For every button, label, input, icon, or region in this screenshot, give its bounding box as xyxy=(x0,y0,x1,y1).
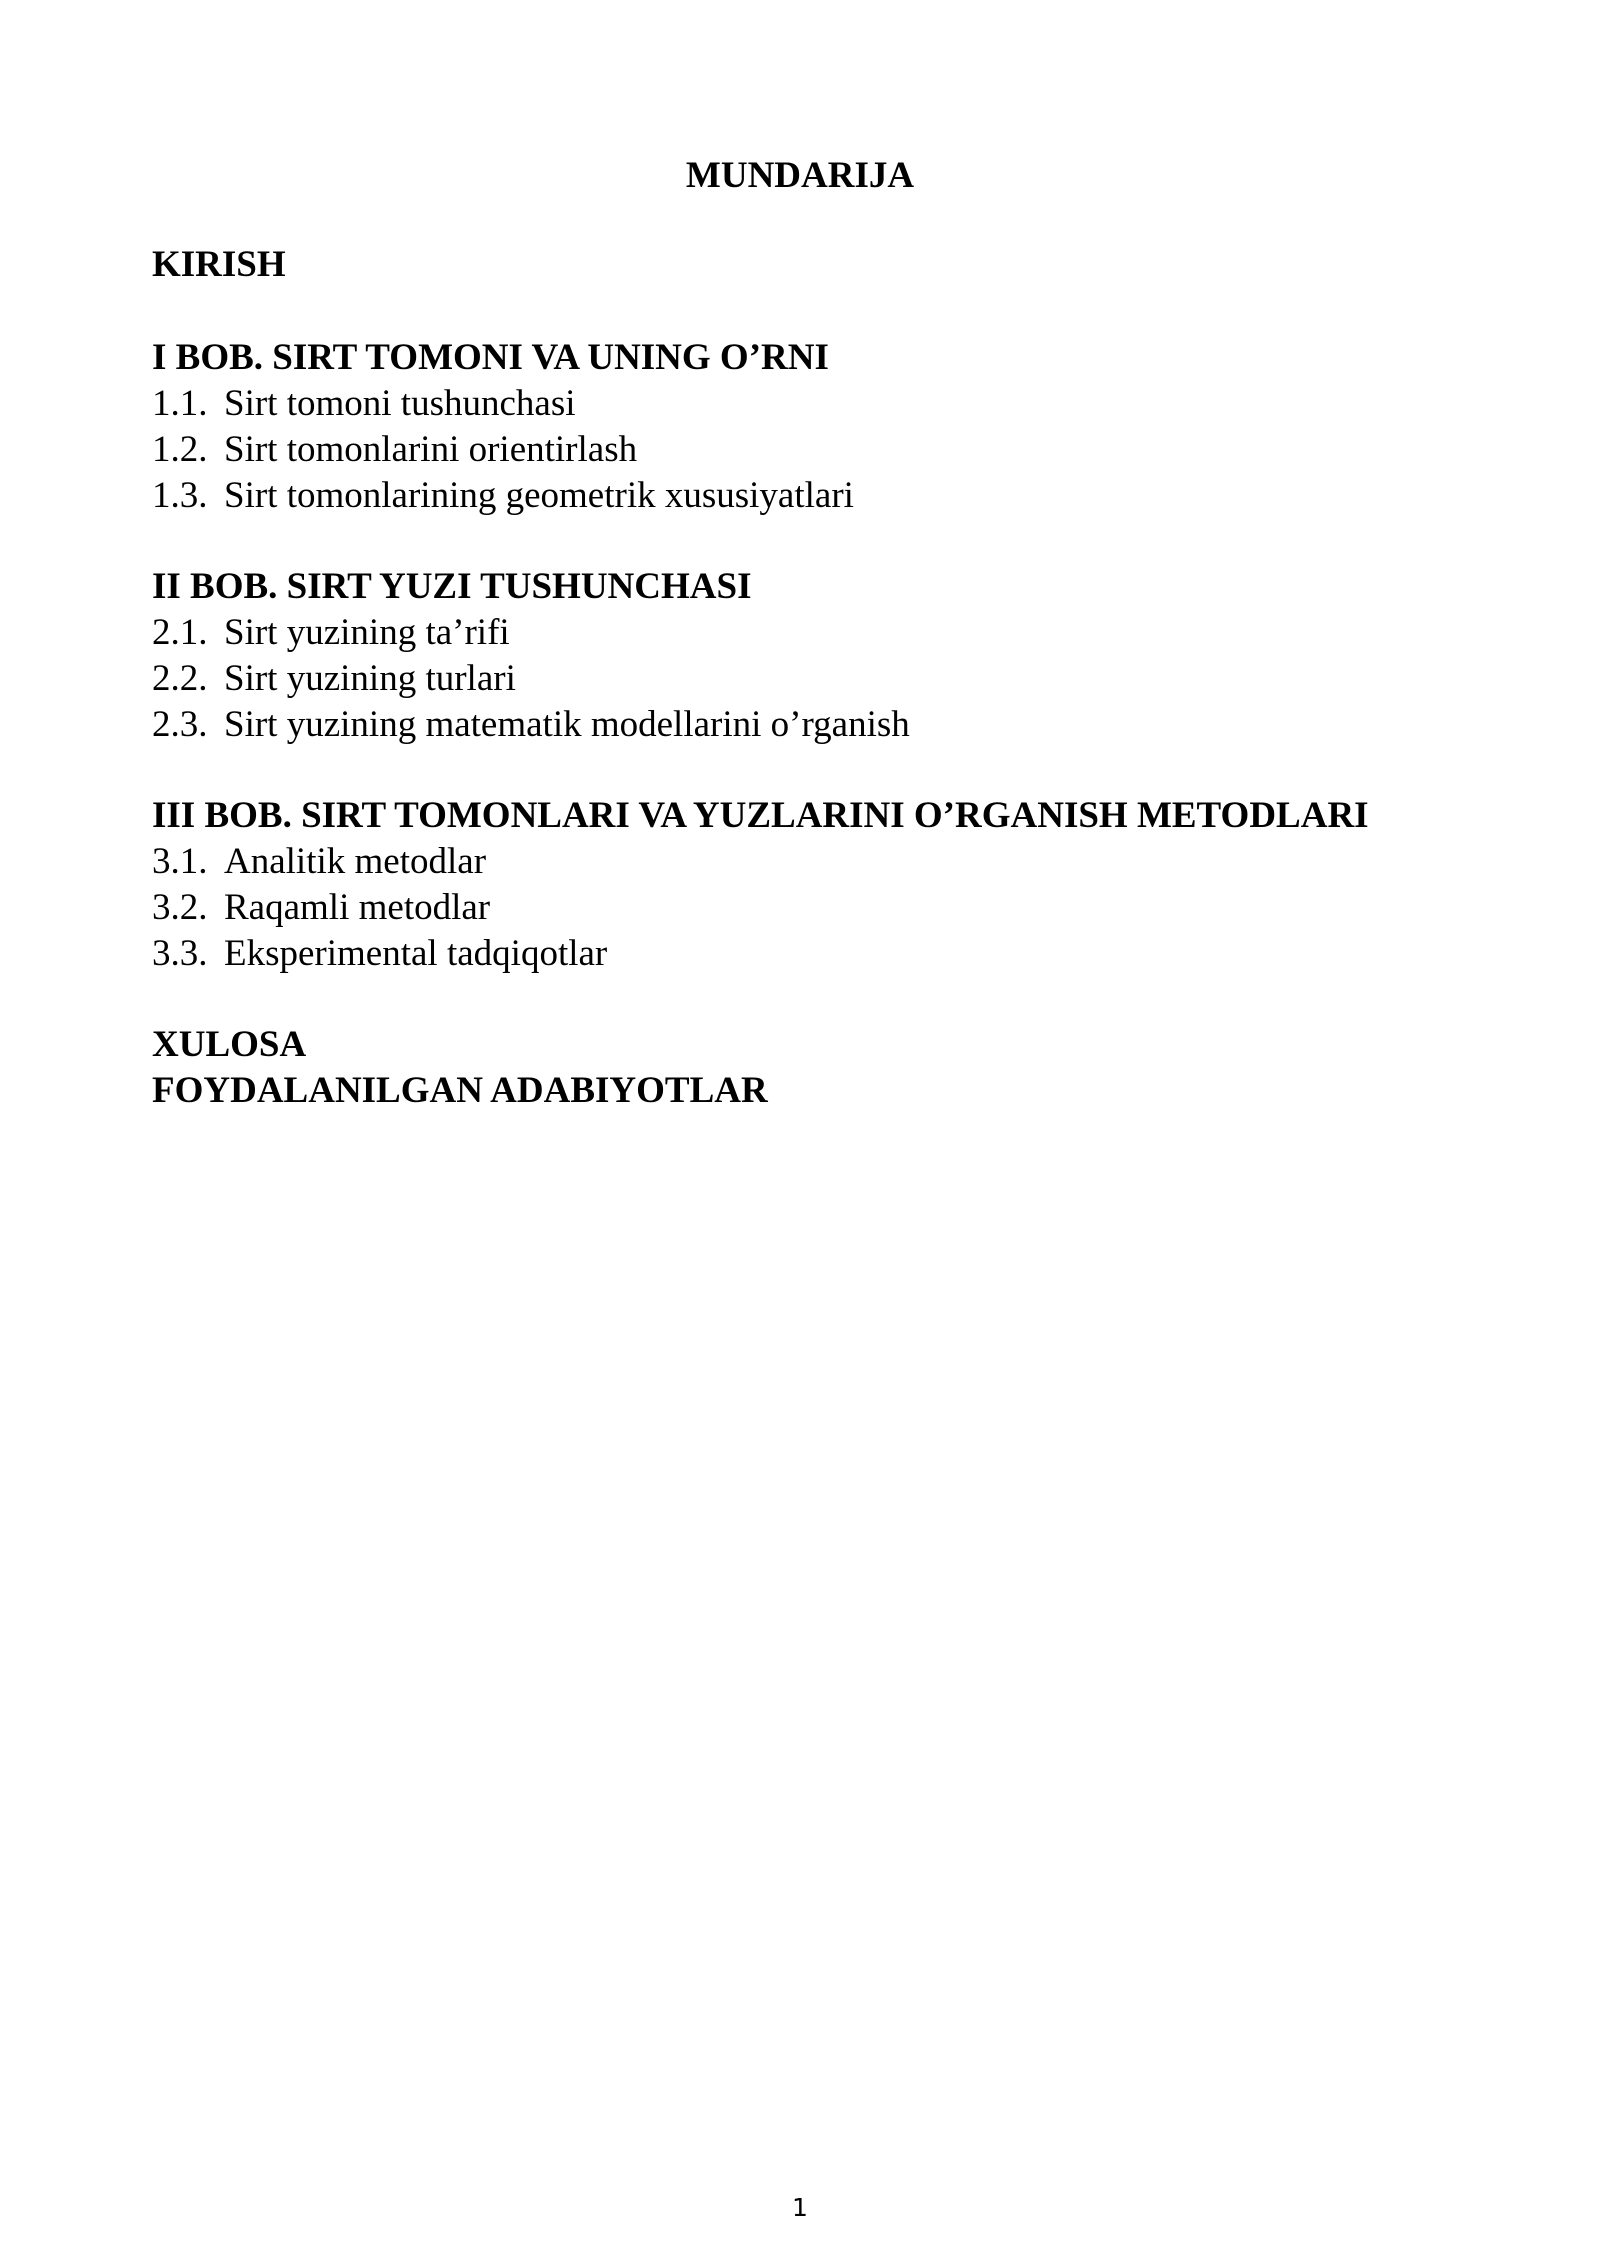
section-title: Raqamli metodlar xyxy=(224,887,491,928)
section-3-3 xyxy=(152,931,607,977)
section-title: Analitik metodlar xyxy=(224,841,487,882)
section-number: 1.2. xyxy=(152,429,208,470)
chapter-2-heading: II BOB. SIRT YUZI TUSHUNCHASI xyxy=(152,566,752,607)
section-number: 3.2. xyxy=(152,887,208,928)
chapter-3-heading: III BOB. SIRT TOMONLARI VA YUZLARINI O’RGANISH METODLARI xyxy=(152,795,1369,836)
section-1-3 xyxy=(152,473,854,519)
page-number: 1 xyxy=(792,2193,808,2222)
section-2-2 xyxy=(152,656,516,702)
toc-conclusion: XULOSA xyxy=(152,1024,307,1065)
section-title: Sirt yuzining turlari xyxy=(224,658,516,699)
section-3-2 xyxy=(152,885,490,931)
toc-references: FOYDALANILGAN ADABIYOTLAR xyxy=(152,1070,768,1111)
section-2-1 xyxy=(152,610,510,656)
section-title: Sirt tomonlarini orientirlash xyxy=(224,429,638,470)
section-title: Sirt yuzining ta’rifi xyxy=(224,612,510,653)
section-number: 2.3. xyxy=(152,704,208,745)
section-title: Eksperimental tadqiqotlar xyxy=(224,933,608,974)
section-number: 3.3. xyxy=(152,933,208,974)
section-2-3 xyxy=(152,702,910,748)
section-number: 3.1. xyxy=(152,841,208,882)
section-1-1 xyxy=(152,381,576,427)
section-1-2 xyxy=(152,427,637,473)
section-title: Sirt tomoni tushunchasi xyxy=(224,383,576,424)
section-number: 2.2. xyxy=(152,658,208,699)
section-number: 1.1. xyxy=(152,383,208,424)
chapter-1-heading: I BOB. SIRT TOMONI VA UNING O’RNI xyxy=(152,337,829,378)
section-title: Sirt tomonlarining geometrik xususiyatlari xyxy=(224,475,854,516)
section-number: 1.3. xyxy=(152,475,208,516)
section-3-1 xyxy=(152,839,486,885)
section-number: 2.1. xyxy=(152,612,208,653)
page-title: MUNDARIJA xyxy=(685,155,915,196)
section-title: Sirt yuzining matematik modellarini o’rganish xyxy=(224,704,910,745)
toc-intro: KIRISH xyxy=(152,244,286,285)
